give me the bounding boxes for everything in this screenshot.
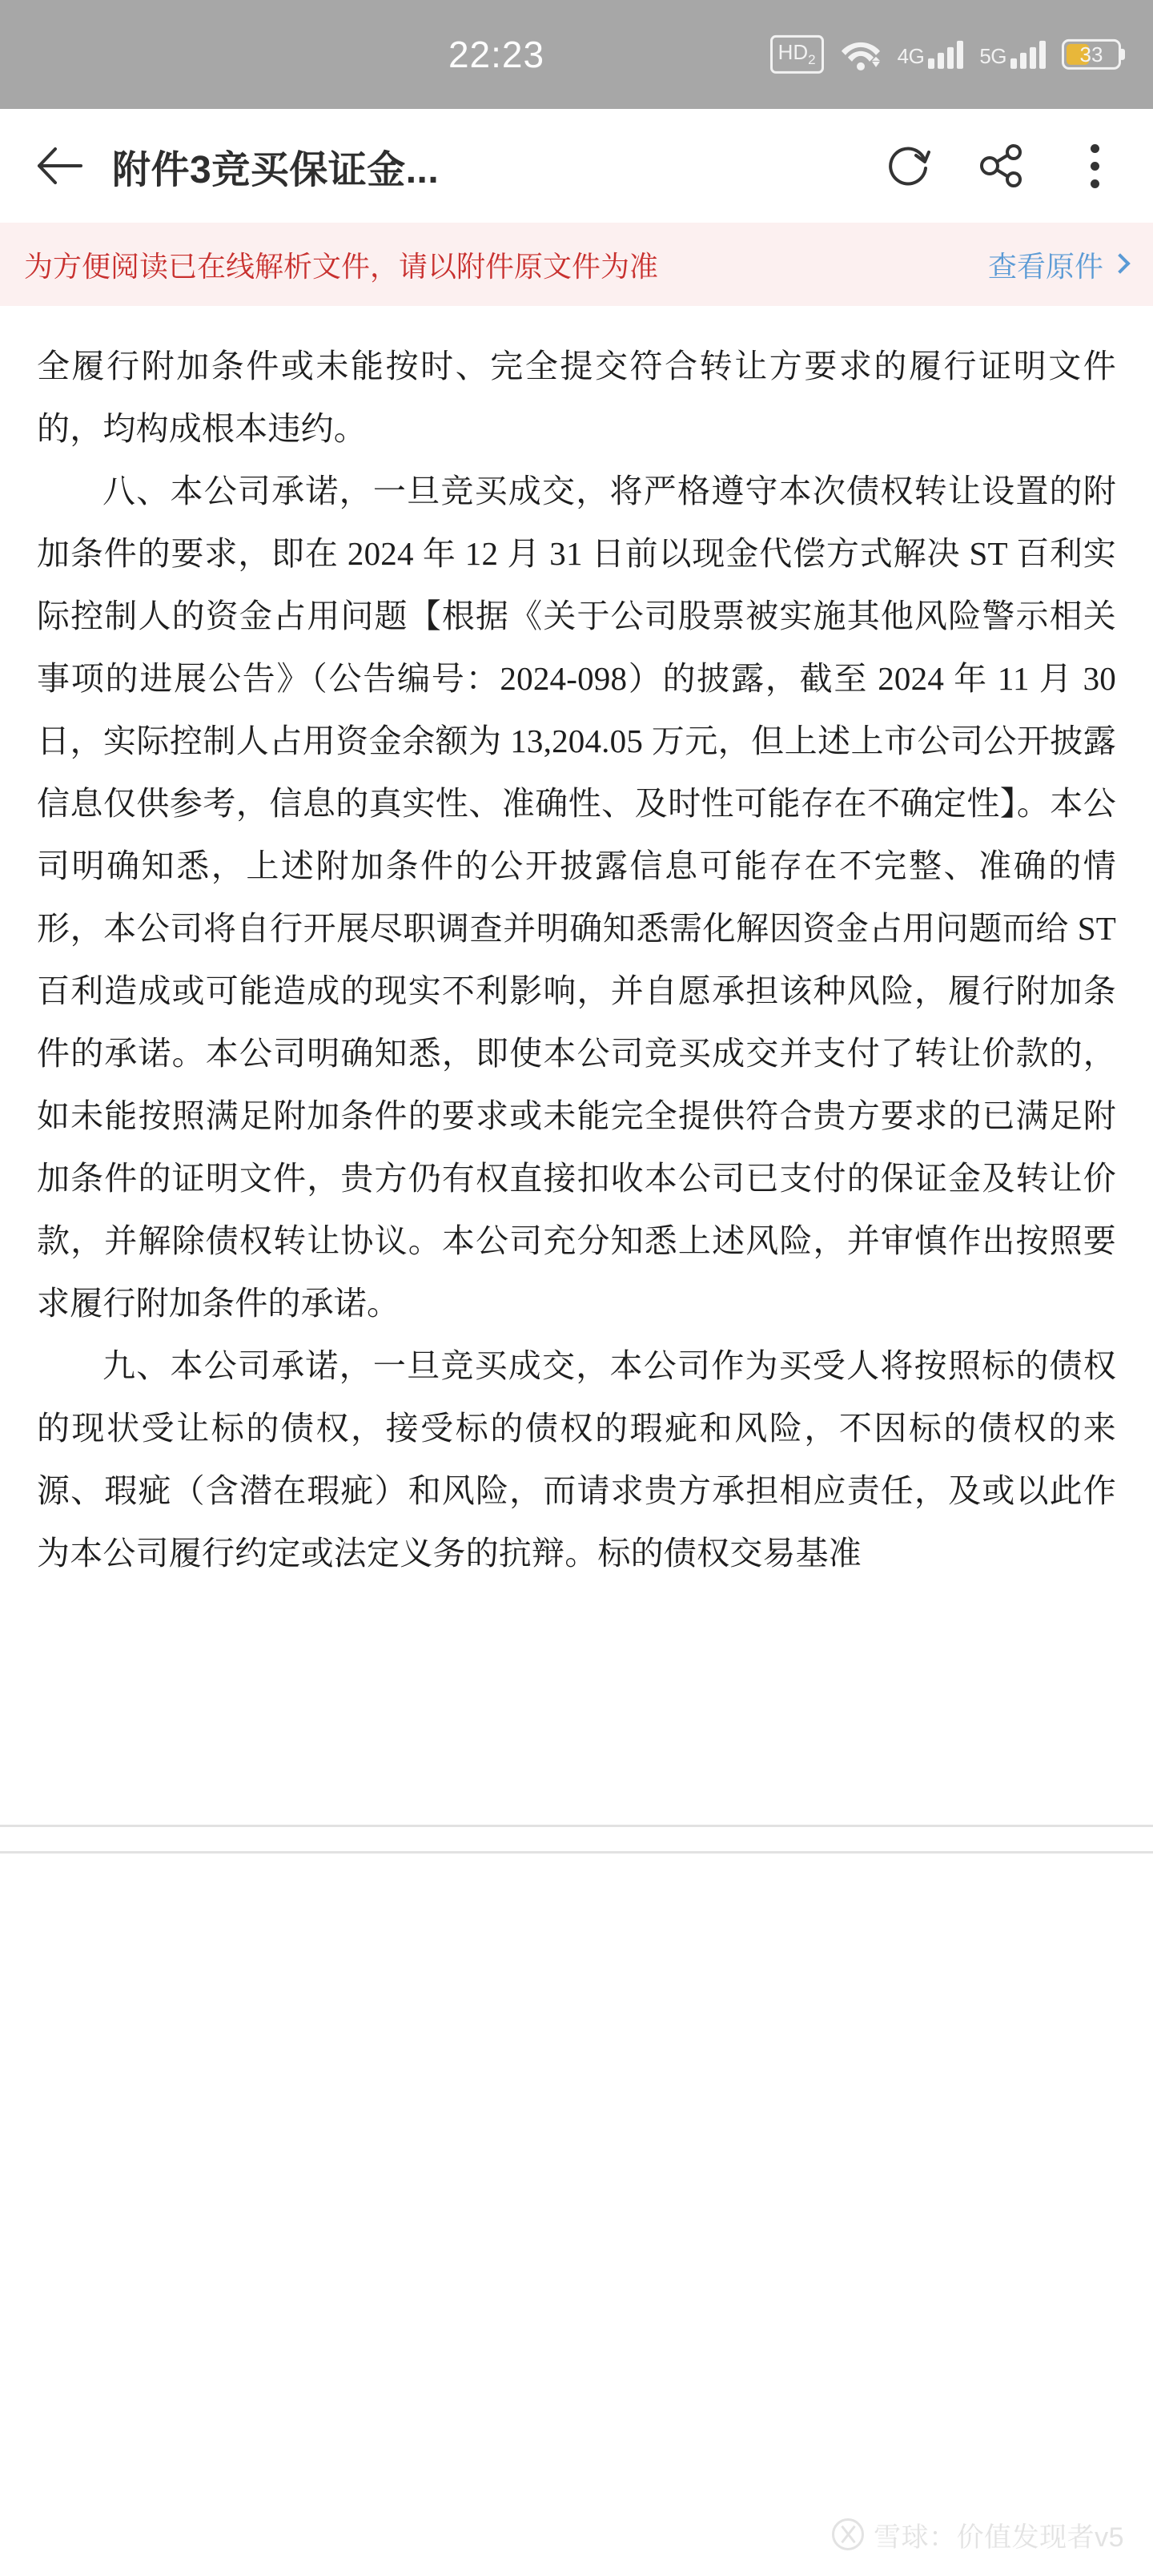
online-preview-notice [0,223,1153,306]
watermark-text: 雪球：价值发现者v5 [874,2522,1124,2553]
footer-watermark-bar [0,2493,1153,2576]
document-viewer[interactable] [0,306,1153,2576]
app-bar-actions [881,138,1123,194]
more-vertical-icon [1091,144,1099,188]
refresh-icon [882,139,935,192]
refresh-button[interactable] [881,138,937,194]
status-bar-clock: 22:23 [448,34,545,75]
signal-5g-bars [1010,40,1046,69]
xueqiu-logo-icon [832,2518,864,2550]
document-paragraph: 八、本公司承诺，一旦竞买成交，将严格遵守本次债权转让设置的附加条件的要求，即在 2024 年 12 月 31 日前以现金代偿方式解决 ST 百利实际控制人的资金占用问题【根据《关于公司股票被实施其他风险警示相关事项的进展公告》（公告编号：2024-098）的披露，截至 2024 年 11 月 30 日，实际控制人占用资金余额为 13,204.05 万元，但上述上市公司公开披露信息仅供参考，信息的真实性、准确性、及时性可能存在不确定性】。本公司明确知悉，上述附加条件的公开披露信息可能存在不完整、准确的情形，本公司将自行开展尽职调查并明确知悉需化解因资金占用问题而给 ST 百利造成或可能造成的现实不利影响，并自愿承担该种风险，履行附加条件的承诺。本公司明确知悉，即使本公司竞买成交并支付了转让价款的，如未能按照满足附加条件的要求或未能完全提供符合贵方要求的已满足附加条件的证明文件，贵方仍有权直接扣收本公司已支付的保证金及转让价款，并解除债权转让协议。本公司充分知悉上述风险，并审慎作出按照要求履行附加条件的承诺。 [37,473,1116,1322]
wifi-icon [840,38,882,71]
share-icon [975,139,1028,192]
status-bar [0,0,1153,109]
more-options-button[interactable] [1067,138,1123,194]
status-bar-icons [770,35,1121,74]
back-arrow-icon [34,144,84,187]
notice-text: 为方便阅读已在线解析文件，请以附件原文件为准 [24,249,659,283]
share-button[interactable] [974,138,1030,194]
page-break-separator [0,1825,1153,1854]
document-paragraph: 九、本公司承诺，一旦竞买成交，本公司作为买受人将按照标的债权的现状受让标的债权，接受标的债权的瑕疵和风险，不因标的债权的来源、瑕疵（含潜在瑕疵）和风险，而请求贵方承担相应责任，及或以此作为本公司履行约定或法定义务的抗辩。标的债权交易基准 [37,1347,1116,1572]
view-original-link[interactable] [988,244,1127,285]
hd-voice-icon [770,35,824,74]
signal-5g-icon [979,40,1046,69]
signal-4g-label: 4G [897,44,925,68]
signal-4g-icon [898,40,964,69]
view-original-label: 查看原件 [987,249,1103,283]
battery-icon [1062,39,1121,70]
document-page [0,306,1153,1584]
page-title: 附件3竞买保证金... [112,148,440,191]
app-bar [0,109,1153,223]
signal-5g-label: 5G [979,44,1006,68]
document-paragraph: 全履行附加条件或未能按时、完全提交符合转让方要求的履行证明文件的，均构成根本违约。 [37,348,1116,447]
hd-voice-label: HD [777,39,809,64]
signal-4g-bars [928,40,963,69]
hd-voice-sub: 2 [808,52,816,68]
back-button[interactable] [29,135,90,196]
battery-percent-label: 33 [1079,42,1103,66]
chevron-right-icon [1110,253,1130,273]
watermark [832,2515,1124,2554]
